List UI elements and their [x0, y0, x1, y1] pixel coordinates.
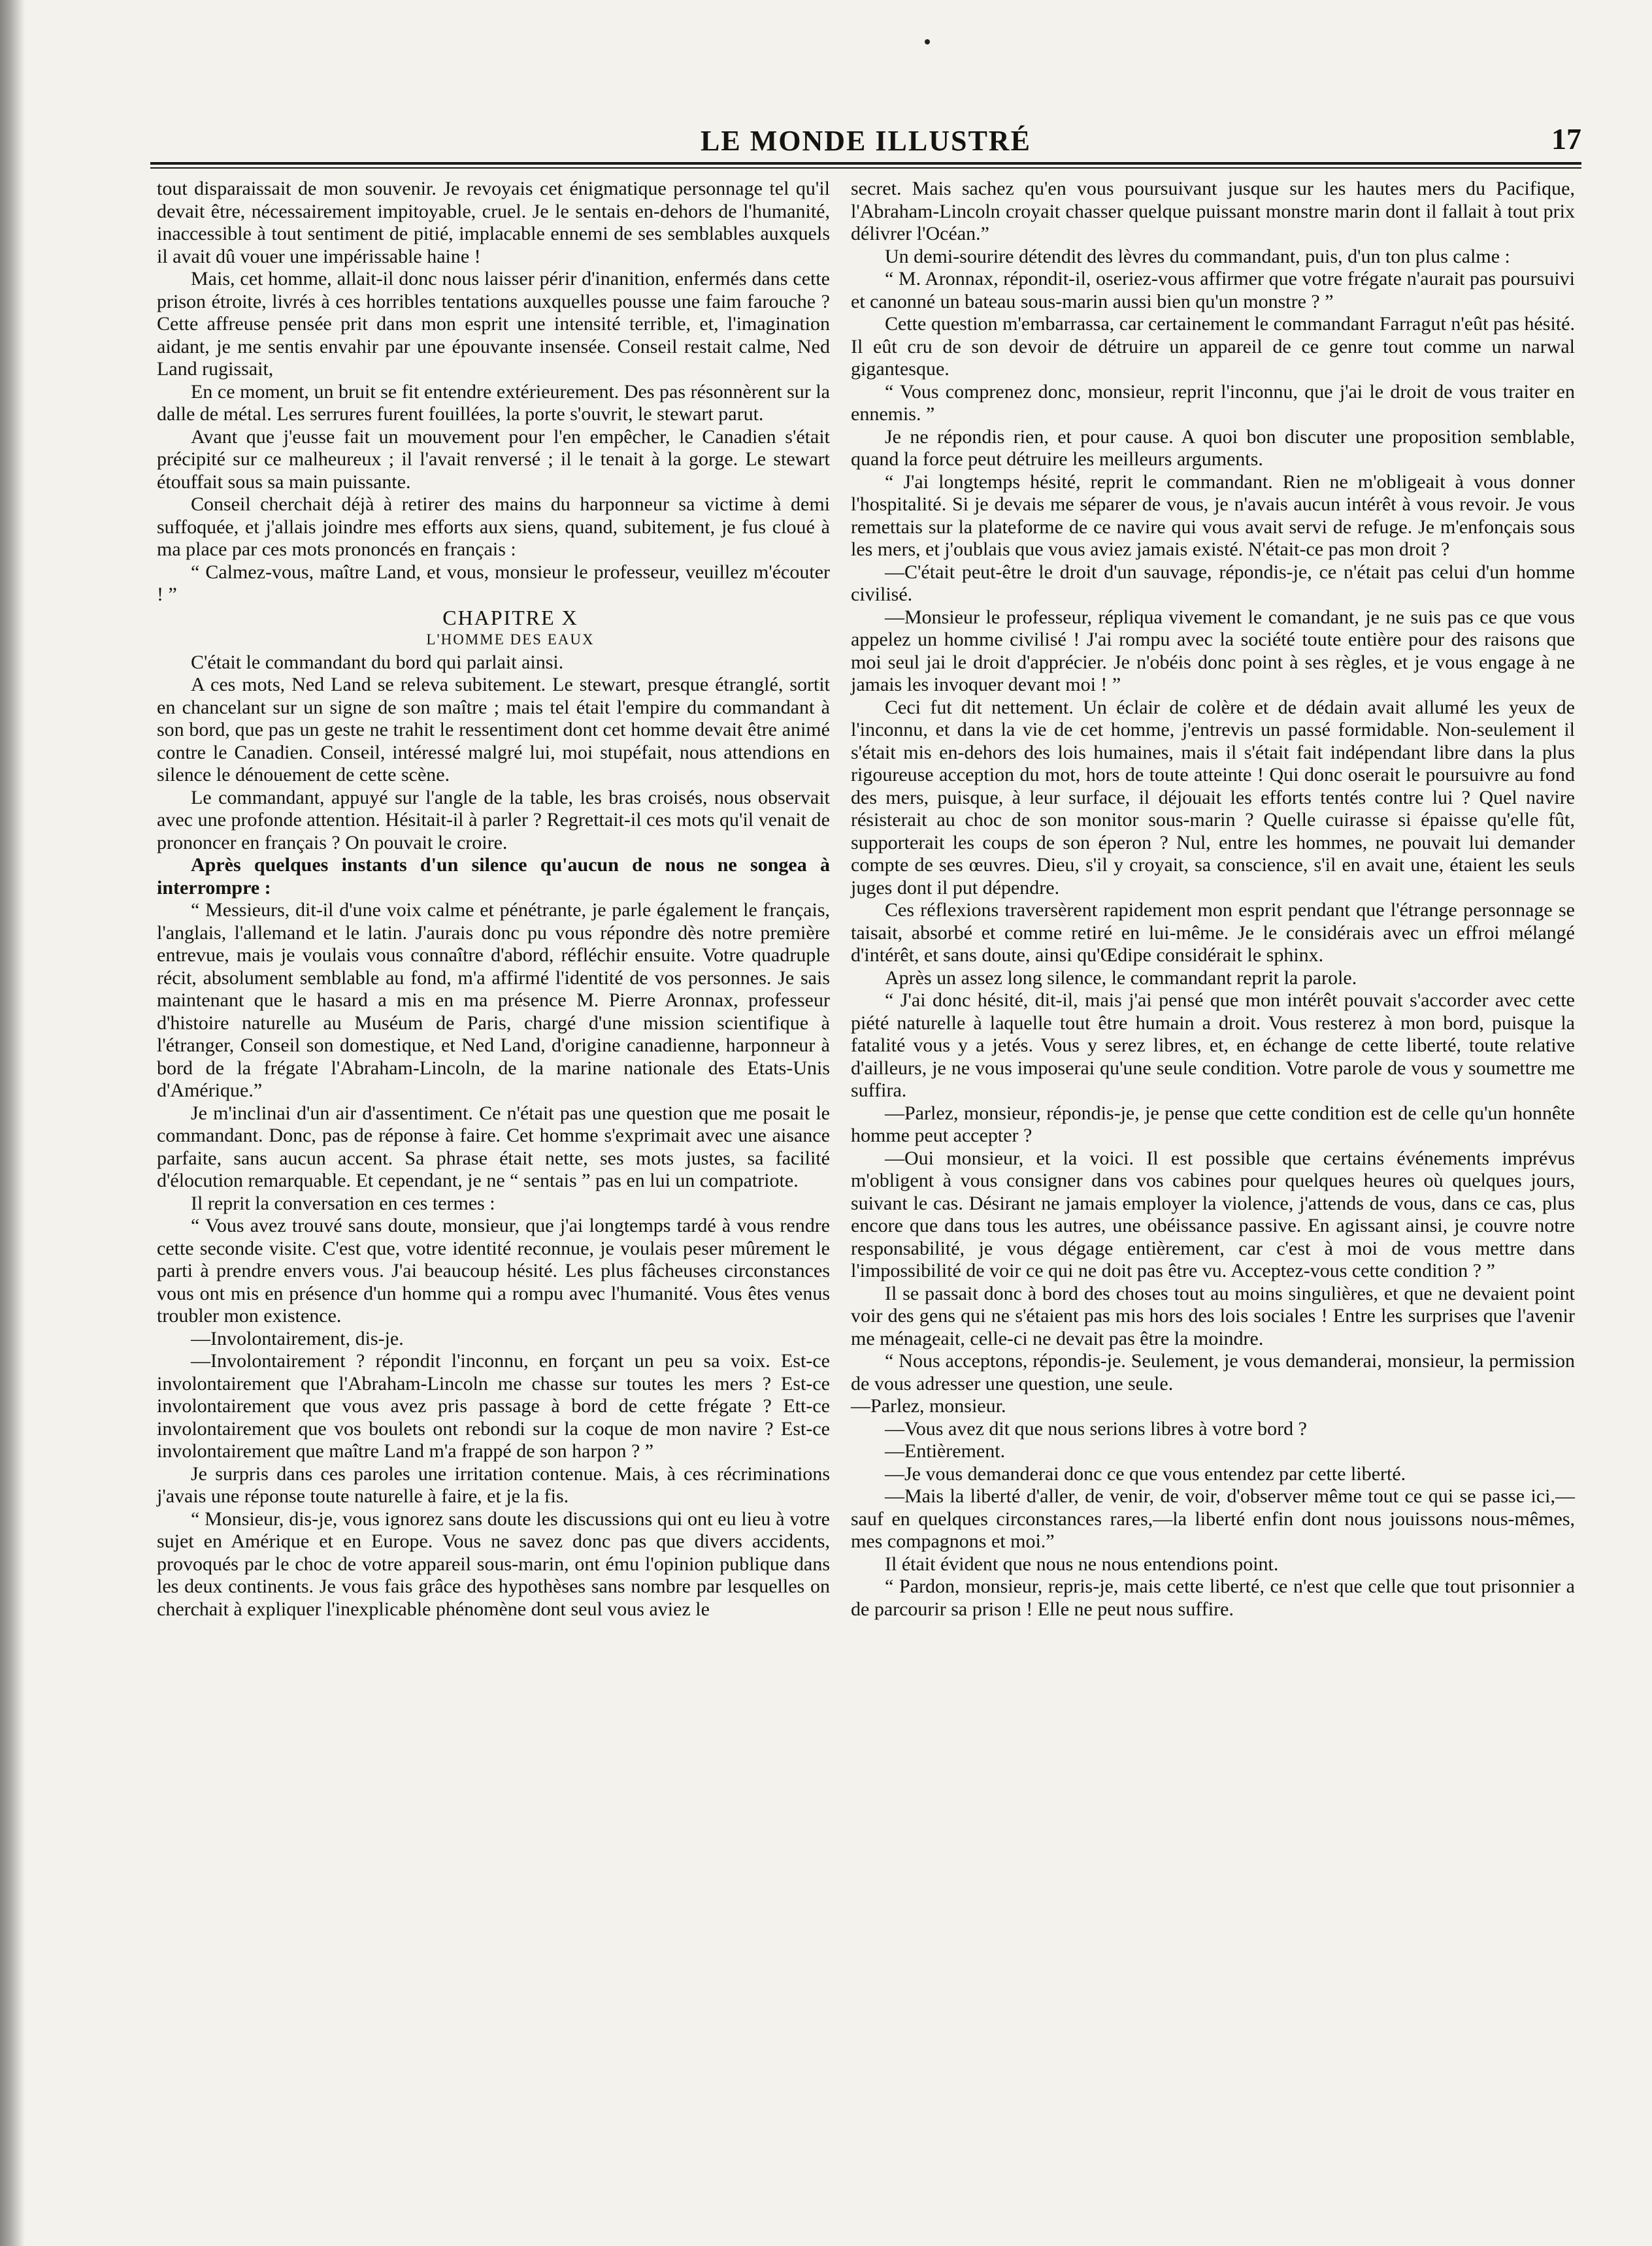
paragraph: En ce moment, un bruit se fit entendre extérieurement. Des pas résonnèrent sur la dalle de métal. Les serrures furent fouillées, la porte s'ouvrit, le stewart parut.: [157, 380, 830, 425]
paragraph: —Entièrement.: [885, 1440, 1006, 1462]
paragraph: —Mais la liberté d'aller, de venir, de voir, d'observer même tout ce qui se passe ici,—sauf en quelques circonstances rares,—la liberté enfin dont nous jouissons nous-mêmes, mes compagnons et moi.”: [851, 1485, 1575, 1552]
print-speck: [925, 39, 930, 44]
scan-edge-shadow: [0, 0, 25, 2246]
paragraph: Je surpris dans ces paroles une irritation contenue. Mais, à ces récriminations j'avais une réponse toute naturelle à faire, et je la fis.: [157, 1462, 830, 1507]
paragraph: —Monsieur le professeur, répliqua vivement le comandant, je ne suis pas ce que vous appelez un homme civilisé ! J'ai rompu avec la société toute entière pour des raisons que moi seul jai le droit d'apprécier. Je n'obéis donc point à ses règles, et je vous engage à ne jamais les invoquer devant moi ! ”: [851, 606, 1575, 695]
paragraph: —Je vous demanderai donc ce que vous entendez par cette liberté.: [885, 1462, 1406, 1485]
paragraph: —Parlez, monsieur.: [851, 1395, 1006, 1417]
masthead-title: LE MONDE ILLUSTRÉ: [701, 125, 1031, 157]
chapter-title: CHAPITRE X: [442, 605, 578, 629]
paragraph: —Vous avez dit que nous serions libres à votre bord ?: [885, 1417, 1307, 1440]
right-column: [851, 178, 1575, 1621]
paragraph: “ Nous acceptons, répondis-je. Seulement, je vous demanderai, monsieur, la permission de vous adresser une question, une seule.: [851, 1350, 1575, 1395]
paragraph: “ Vous avez trouvé sans doute, monsieur, que j'ai longtemps tardé à vous rendre cette seconde visite. C'est que, votre identité reconnue, je voulais peser mûrement le parti à prendre envers vous. J'ai beaucoup hésité. Les plus fâcheuses circonstances vous ont mis en présence d'un homme qui a rompu avec l'humanité. Vous êtes venus troubler mon existence.: [157, 1215, 830, 1327]
paragraph: “ Calmez-vous, maître Land, et vous, monsieur le professeur, veuillez m'écouter ! ”: [157, 561, 830, 605]
paragraph: Le commandant, appuyé sur l'angle de la table, les bras croisés, nous observait avec une profonde attention. Hésitait-il à parler ? Regrettait-il ces mots qu'il venait de prononcer en français ? On pouvait le croire.: [157, 786, 830, 853]
paragraph: —Oui monsieur, et la voici. Il est possible que certains événements imprévus m'obligent à vous consigner dans vos cabines pour quelques heures où quelques jours, suivant le cas. Désirant ne jamais employer la violence, j'attends de vous, dans ce cas, plus encore que dans tous les autres, une obéissance passive. En agissant ainsi, je couvre notre responsabilité, je vous dégage entièrement, car c'est à moi de vous mettre dans l'impossibilité de voir ce qui ne doit pas être vu. Acceptez-vous cette condition ? ”: [851, 1147, 1575, 1281]
paragraph: “ Pardon, monsieur, repris-je, mais cette liberté, ce n'est que celle que tout prisonnier a de parcourir sa prison ! Elle ne peut nous suffire.: [851, 1576, 1575, 1620]
header-rule-thick: [150, 162, 1581, 165]
paragraph: Conseil cherchait déjà à retirer des mains du harponneur sa victime à demi suffoquée, et j'allais joindre mes efforts aux siens, quand, subitement, je fus cloué à ma place par ces mots prononcés en français :: [157, 493, 830, 560]
paragraph: —Involontairement ? répondit l'inconnu, en forçant un peu sa voix. Est-ce involontairement que l'Abraham-Lincoln me chasse sur toutes les mers ? Est-ce involontairement que vous avez pris passage à bord de cette frégate ? Ett-ce involontairement que vos boulets ont rebondi sur la coque de mon navire ? Est-ce involontairement que maître Land m'a frappé de son harpon ? ”: [157, 1350, 830, 1462]
paragraph: “ J'ai longtemps hésité, reprit le commandant. Rien ne m'obligeait à vous donner l'hospitalité. Si je devais me séparer de vous, je n'avais aucun intérêt à vous revoir. Je vous remettais sur la plateforme de ce navire qui vous avait servi de refuge. Je m'enfonçais sous les mers, et j'oublais que vous aviez jamais existé. N'était-ce pas mon droit ?: [851, 471, 1575, 560]
paragraph: —C'était peut-être le droit d'un sauvage, répondis-je, ce n'était pas celui d'un homme civilisé.: [851, 561, 1575, 605]
paragraph: Il était évident que nous ne nous entendions point.: [885, 1553, 1279, 1575]
paragraph: Ceci fut dit nettement. Un éclair de colère et de dédain avait allumé les yeux de l'inconnu, et dans la vie de cet homme, j'entrevis un passé formidable. Non-seulement il s'était mis en-dehors des lois humaines, mais il s'était fait indépendant libre dans la plus rigoureuse acception du mot, hors de toute atteinte ! Qui donc oserait le poursuivre au fond des mers, puisque, à leur surface, il déjouait les efforts tentés contre lui ? Quel navire résisterait au choc de son monitor sous-marin ? Quelle cuirasse si épaisse qu'elle fût, supporterait les coups de son éperon ? Nul, entre les hommes, ne pouvait lui demander compte de ses œuvres. Dieu, s'il y croyait, sa conscience, s'il en avait une, étaient les seuls juges dont il put dépendre.: [851, 696, 1575, 899]
page-header: [150, 124, 1581, 163]
paragraph: Il reprit la conversation en ces termes :: [191, 1192, 495, 1214]
paragraph: Cette question m'embarrassa, car certainement le commandant Farragut n'eût pas hésité. Il eût cru de son devoir de détruire un appareil de ce genre tout comme un narwal gigantesque.: [851, 313, 1575, 380]
paragraph: Après quelques instants d'un silence qu'aucun de nous ne songea à interrompre :: [157, 854, 830, 899]
paragraph: Après un assez long silence, le commandant reprit la parole.: [885, 966, 1357, 989]
paragraph: “ Monsieur, dis-je, vous ignorez sans doute les discussions qui ont eu lieu à votre sujet en Amérique et en Europe. Vous ne savez donc pas que divers accidents, provoqués par le choc de votre appareil sous-marin, ont ému l'opinion publique dans les deux continents. Je vous fais grâce des hypothèses sans nombre par lesquelles on cherchait à expliquer l'inexplicable phénomène dont seul vous aviez le: [157, 1508, 830, 1620]
paragraph: A ces mots, Ned Land se releva subitement. Le stewart, presque étranglé, sortit en chancelant sur un signe de son maître ; mais tel était l'empire du commandant à son bord, que pas un geste ne trahit le ressentiment dont cet homme devait être animé contre le Canadien. Conseil, intéressé malgré lui, moi stupéfait, nous attendions en silence le dénouement de cette scène.: [157, 674, 830, 785]
paragraph: Mais, cet homme, allait-il donc nous laisser périr d'inanition, enfermés dans cette prison étroite, livrés à ces horribles tentations auxquelles pousse une faim farouche ? Cette affreuse pensée prit dans mon esprit une intensité terrible, et, l'imagination aidant, je me sentis envahir par une épouvante insensée. Conseil restait calme, Ned Land rugissait,: [157, 268, 830, 380]
page-number: 17: [1551, 122, 1581, 156]
header-rule-thin: [150, 167, 1581, 169]
left-column: [157, 178, 830, 1621]
paragraph: C'était le commandant du bord qui parlait ainsi.: [191, 651, 564, 673]
paragraph: secret. Mais sachez qu'en vous poursuivant jusque sur les hautes mers du Pacifique, l'Abraham-Lincoln croyait chasser quelque puissant monstre marin dont il fallait à tout prix délivrer l'Océan.”: [851, 178, 1575, 244]
paragraph: Je m'inclinai d'un air d'assentiment. Ce n'était pas une question que me posait le commandant. Donc, pas de réponse à faire. Cet homme s'exprimait avec une aisance parfaite, sans aucun accent. Sa phrase était nette, ses mots justes, sa facilité d'élocution remarquable. Et cependant, je ne “ sentais ” pas en lui un compatriote.: [157, 1102, 830, 1191]
paragraph: Un demi-sourire détendit des lèvres du commandant, puis, d'un ton plus calme :: [885, 245, 1510, 267]
paragraph: —Parlez, monsieur, répondis-je, je pense que cette condition est de celle qu'un honnête homme peut accepter ?: [851, 1102, 1575, 1146]
paragraph: —Involontairement, dis-je.: [191, 1327, 404, 1349]
paragraph: Il se passait donc à bord des choses tout au moins singulières, et que ne devaient point voir des gens qui ne s'étaient pas mis hors des lois sociales ! Entre les surprises que l'avenir me ménageait, celle-ci ne devait pas être la moindre.: [851, 1282, 1575, 1349]
chapter-subtitle: L'HOMME DES EAUX: [426, 631, 595, 648]
paragraph: tout disparaissait de mon souvenir. Je revoyais cet énigmatique personnage tel qu'il devait être, nécessairement impitoyable, cruel. Je le sentais en-dehors de l'humanité, inaccessible à tout sentiment de pitié, implacable ennemi de ses semblables auxquels il avait dû vouer une impérissable haine !: [157, 178, 830, 267]
paragraph: “ Vous comprenez donc, monsieur, reprit l'inconnu, que j'ai le droit de vous traiter en ennemis. ”: [851, 380, 1575, 425]
paragraph: “ M. Aronnax, répondit-il, oseriez-vous affirmer que votre frégate n'aurait pas poursuivi et canonné un bateau sous-marin aussi bien qu'un monstre ? ”: [851, 268, 1575, 312]
paragraph: Ces réflexions traversèrent rapidement mon esprit pendant que l'étrange personnage se taisait, absorbé et comme retiré en lui-même. Je le considérais avec un effroi mélangé d'intérêt, et sans doute, ainsi qu'Œdipe considérait le sphinx.: [851, 899, 1575, 966]
paragraph: “ J'ai donc hésité, dit-il, mais j'ai pensé que mon intérêt pouvait s'accorder avec cette piété naturelle à laquelle tout être humain a droit. Vous resterez à mon bord, puisque la fatalité vous y a jetés. Vous y serez libres, et, en échange de cette liberté, toute relative d'ailleurs, je ne vous imposerai qu'une seule condition. Votre parole de vous y soumettre me suffira.: [851, 989, 1575, 1101]
paragraph: Avant que j'eusse fait un mouvement pour l'en empêcher, le Canadien s'était précipité sur ce malheureux ; il l'avait renversé ; il le tenait à la gorge. Le stewart étouffait sous sa main puissante.: [157, 425, 830, 493]
paragraph: Je ne répondis rien, et pour cause. A quoi bon discuter une proposition semblable, quand la force peut détruire les meilleurs arguments.: [851, 425, 1575, 470]
paragraph: “ Messieurs, dit-il d'une voix calme et pénétrante, je parle également le français, l'anglais, l'allemand et le latin. J'aurais donc pu vous répondre dès notre première entrevue, mais je voulais vous connaître d'abord, réfléchir ensuite. Votre quadruple récit, absolument semblable au fond, m'a affirmé l'identité de vos personnes. Je sais maintenant que le hasard a mis en ma présence M. Pierre Aronnax, professeur d'histoire naturelle au Muséum de Paris, chargé d'une mission scientifique à l'étranger, Conseil son domestique, et Ned Land, d'origine canadienne, harponneur à bord de la frégate l'Abraham-Lincoln, de la marine nationale des Etats-Unis d'Amérique.”: [157, 899, 830, 1101]
